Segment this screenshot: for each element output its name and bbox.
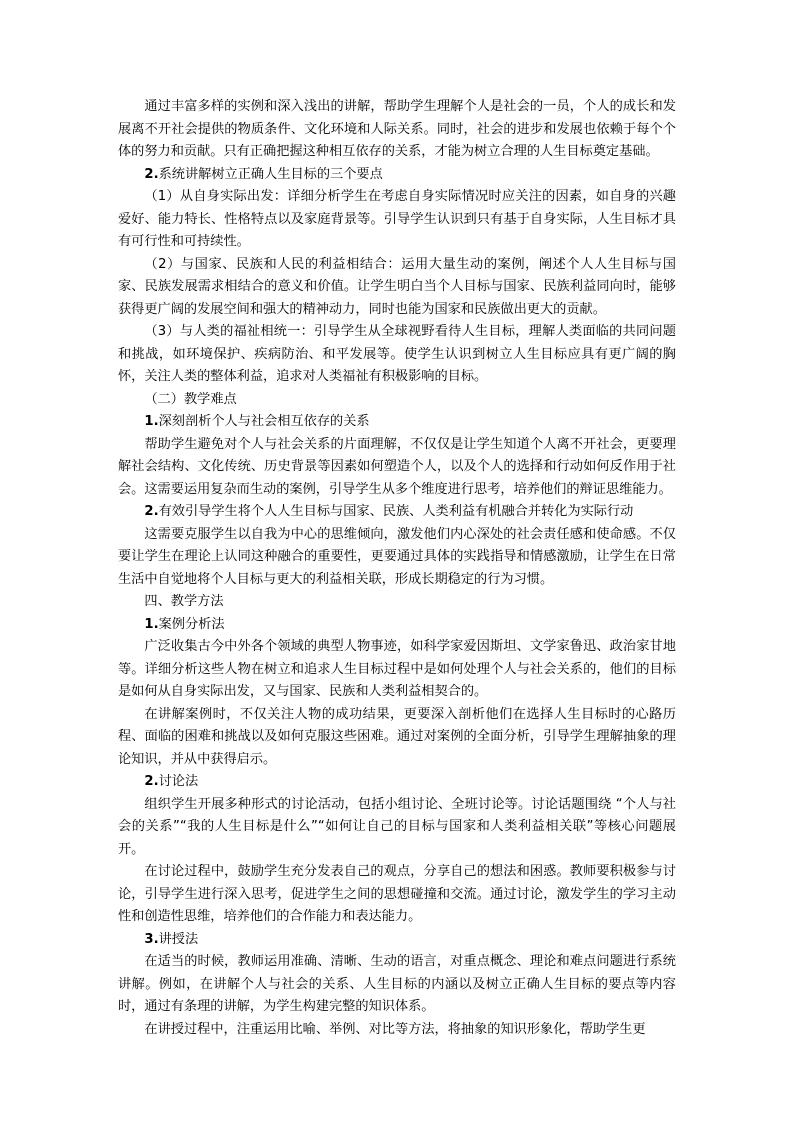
section-heading bbox=[118, 164, 676, 187]
section-heading bbox=[118, 929, 676, 952]
heading-text: 四、教学方法 bbox=[144, 594, 224, 609]
heading-text: 讲授法 bbox=[158, 931, 199, 947]
heading-number: 2. bbox=[144, 166, 159, 182]
heading-text: 系统讲解树立正确人生目标的三个要点 bbox=[158, 166, 383, 182]
body-paragraph: 广泛收集古今中外各个领域的典型人物事迹，如科学家爱因斯坦、文学家鲁迅、政治家甘地等。详细分析这些人物在树立和追求人生目标过程中是如何处理个人与社会关系的，他们的目标是如何从自身实际出发，又与国家、民族和人类利益相契合的。 bbox=[118, 639, 676, 699]
body-paragraph: 在讲解案例时，不仅关注人物的成功结果，更要深入剖析他们在选择人生目标时的心路历程、面临的困难和挑战以及如何克服这些困难。通过对案例的全面分析，引导学生理解抽象的理论知识，并从中获得启示。 bbox=[118, 706, 676, 767]
body-paragraph: 这需要克服学生以自我为中心的思维倾向，激发他们内心深处的社会责任感和使命感。不仅要让学生在理论上认同这种融合的重要性，更要通过具体的实践指导和情感激励，让学生在日常生活中自觉地将个人目标与更大的利益相关联，形成长期稳定的行为习惯。 bbox=[118, 526, 676, 587]
body-paragraph: 帮助学生避免对个人与社会关系的片面理解，不仅仅是让学生知道个人离不开社会，更要理解社会结构、文化传统、历史背景等因素如何塑造个人，以及个人的选择和行动如何反作用于社会。这需要运用复杂而生动的案例，引导学生从多个维度进行思考，培养他们的辩证思维能力。 bbox=[118, 436, 676, 497]
heading-text: 案例分析法 bbox=[158, 616, 225, 632]
section-heading bbox=[118, 501, 676, 524]
section-heading bbox=[118, 771, 676, 794]
heading-number: 2. bbox=[144, 504, 159, 519]
body-paragraph: 在适当的时候，教师运用准确、清晰、生动的语言，对重点概念、理论和难点问题进行系统讲解。例如，在讲解个人与社会的关系、人生目标的内涵以及树立正确人生目标的要点等内容时，通过有条理的讲解，为学生构建完整的知识体系。 bbox=[118, 954, 676, 1014]
heading-number: 1. bbox=[144, 414, 159, 429]
section-heading bbox=[118, 614, 676, 637]
heading-text: （二）教学难点 bbox=[144, 391, 237, 407]
section-heading bbox=[118, 389, 676, 412]
body-paragraph: （3）与人类的福祉相统一：引导学生从全球视野看待人生目标，理解人类面临的共同问题和挑战，如环境保护、疾病防治、和平发展等。使学生认识到树立人生目标应具有更广阔的胸怀，关注人类的整体利益，追求对人类福祉有积极影响的目标。 bbox=[118, 324, 676, 384]
section-heading bbox=[118, 411, 676, 434]
heading-number: 2. bbox=[144, 774, 159, 789]
heading-number: 1. bbox=[144, 616, 159, 632]
section-heading bbox=[118, 591, 676, 614]
body-paragraph: 组织学生开展多种形式的讨论活动，包括小组讨论、全班讨论等。讨论话题围绕 “个人与社会的关系”“我的人生目标是什么”“如何让自己的目标与国家和人类利益相关联”等核心问题展开。 bbox=[118, 796, 676, 857]
document-body bbox=[118, 96, 676, 1041]
body-paragraph: 通过丰富多样的实例和深入浅出的讲解，帮助学生理解个人是社会的一员，个人的成长和发展离不开社会提供的物质条件、文化环境和人际关系。同时，社会的进步和发展也依赖于每个个体的努力和贡献。只有正确把握这种相互依存的关系，才能为树立合理的人生目标奠定基础。 bbox=[118, 99, 676, 159]
body-paragraph: 在讲授过程中，注重运用比喻、举例、对比等方法，将抽象的知识形象化，帮助学生更 bbox=[144, 1021, 646, 1037]
body-paragraph: （2）与国家、民族和人民的利益相结合：运用大量生动的案例，阐述个人人生目标与国家、民族发展需求相结合的意义和价值。让学生明白当个人目标与国家、民族利益同向时，能够获得更广阔的发展空间和强大的精神动力，同时也能为国家和民族做出更大的贡献。 bbox=[118, 256, 676, 317]
heading-text: 有效引导学生将个人人生目标与国家、民族、人类利益有机融合并转化为实际行动 bbox=[158, 504, 634, 519]
heading-text: 深刻剖析个人与社会相互依存的关系 bbox=[158, 414, 370, 429]
body-paragraph: 在讨论过程中，鼓励学生充分发表自己的观点，分享自己的想法和困惑。教师要积极参与讨论，引导学生进行深入思考，促进学生之间的思想碰撞和交流。通过讨论，激发学生的学习主动性和创造性思维，培养他们的合作能力和表达能力。 bbox=[118, 864, 676, 924]
heading-text: 讨论法 bbox=[158, 774, 199, 789]
body-paragraph: （1）从自身实际出发：详细分析学生在考虑自身实际情况时应关注的因素，如自身的兴趣爱好、能力特长、性格特点以及家庭背景等。引导学生认识到只有基于自身实际，人生目标才具有可行性和可持续性。 bbox=[118, 189, 676, 249]
heading-number: 3. bbox=[144, 931, 159, 947]
